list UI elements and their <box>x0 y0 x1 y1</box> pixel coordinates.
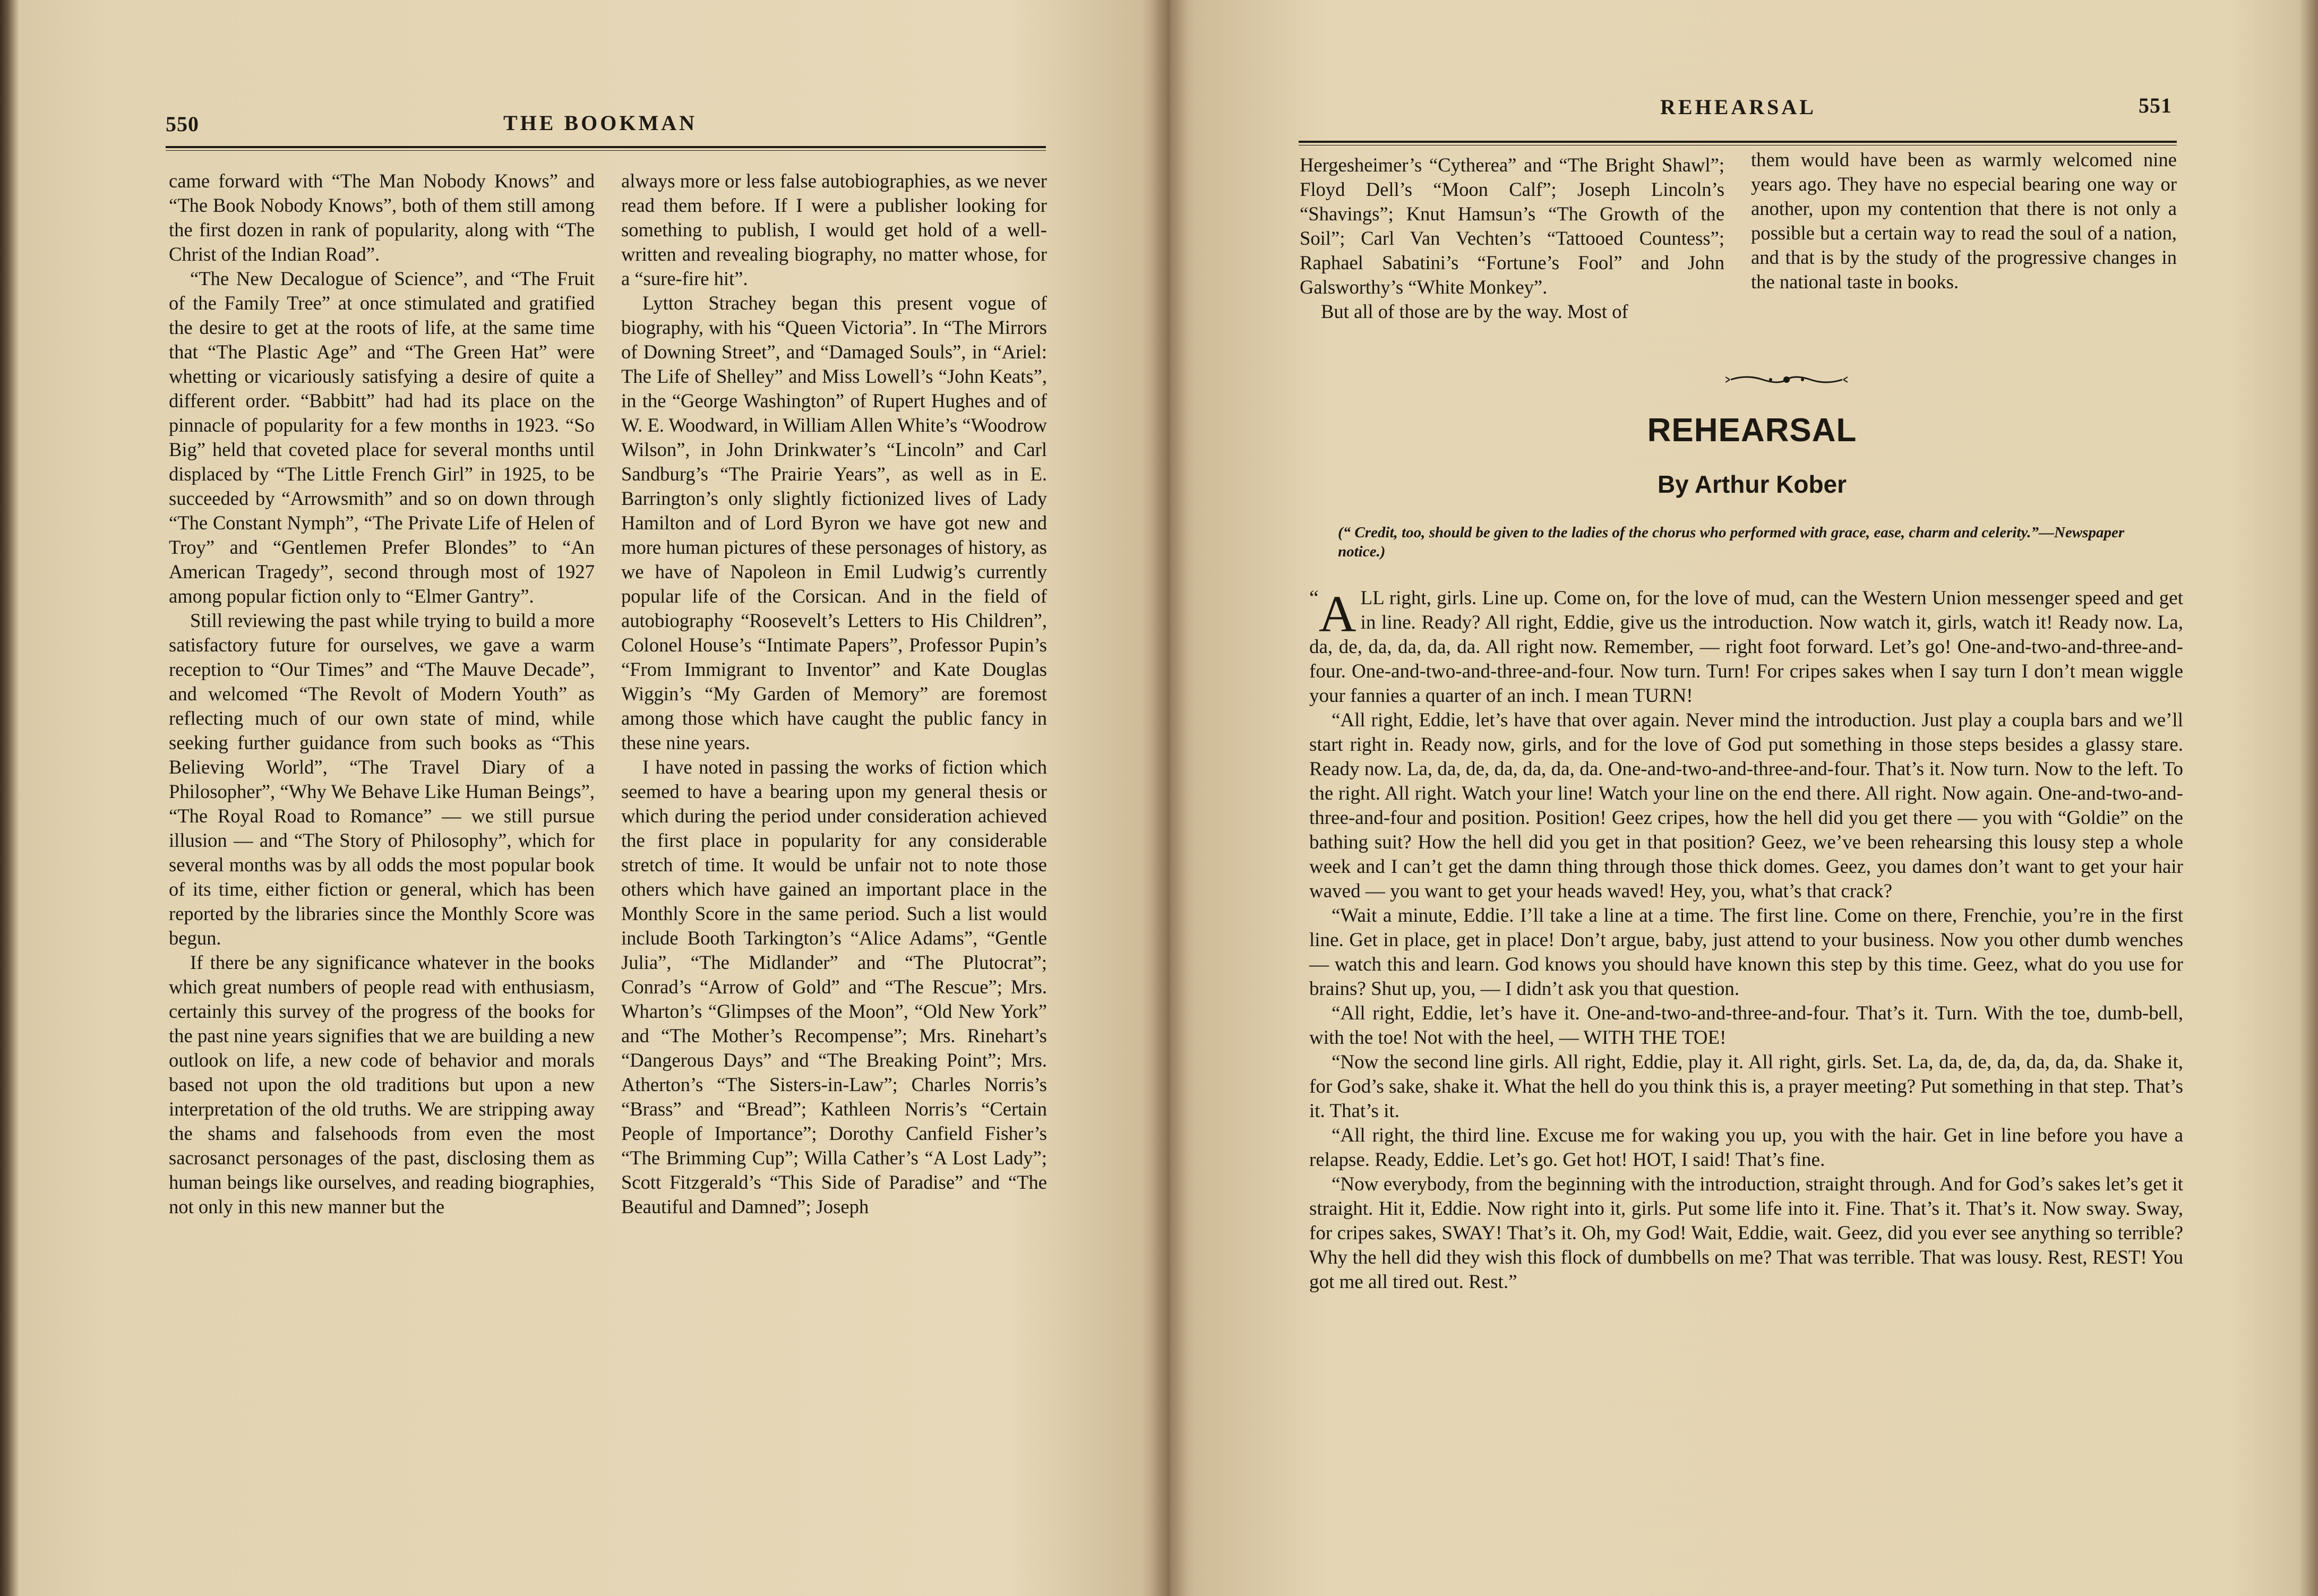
paragraph: Still reviewing the past while trying to build a more satisfactory future for ourselves, we gave a warm reception to “Our Times” and “The Mauve Decade”, and welcomed “The Revolt of Modern Youth” as reflecting much of our own state of mind, while seeking further guidance from such books as “This Believing World”, “The Travel Diary of a Philosopher”, “Why We Behave Like Human Beings”, “The Royal Road to Romance” — we still pursue illusion — and “The Story of Philosophy”, which for several months was by all odds the most popular book of its time, either fiction or general, which has been reported by the libraries since the Monthly Score was begun. <box>169 610 595 949</box>
left-column-1 <box>169 169 595 1219</box>
article-title: REHEARSAL <box>1647 412 1857 449</box>
paragraph: I have noted in passing the works of fiction which seemed to have a bearing upon my general thesis or which during the period under consideration achieved the first place in popularity for any considerable stretch of time. It would be unfair not to note those others which have gained an important place in the Monthly Score in the same period. Such a list would include Booth Tarkington’s “Alice Adams”, “Gentle Julia”, “The Midlander” and “The Plutocrat”; Conrad’s “Arrow of Gold” and “The Rescue”; Mrs. Wharton’s “Glimpses of the Moon”, “Old New York” and “The Mother’s Recompense”; Mrs. Rinehart’s “Dangerous Days” and “The Breaking Point”; Mrs. Atherton’s “The Sisters-in-Law”; Charles Norris’s “Brass” and “Bread”; Kathleen Norris’s “Certain People of Importance”; Dorothy Canfield Fisher’s “The Brimming Cup”; Willa Cather’s “A Lost Lady”; Scott Fitzgerald’s “This Side of Paradise” and “The Beautiful and Damned”; Joseph <box>621 756 1047 1217</box>
first-paragraph <box>1309 586 2183 708</box>
paragraph: Lytton Strachey began this present vogue of biography, with his “Queen Victoria”. In “The Mirrors of Downing Street”, and “Damaged Souls”, in “Ariel: The Life of Shelley” and Miss Lowell’s “John Keats”, in the “George Washington” of Rupert Hughes and of W. E. Woodward, in William Allen White’s “Woodrow Wilson”, in John Drinkwater’s “Lincoln” and Carl Sandburg’s “The Prairie Years”, as well as in E. Barrington’s only slightly fictionized lives of Lady Hamilton and of Lord Byron we have got new and more human pictures of these personages of history, as we have of Napoleon in Emil Ludwig’s currently popular life of the Corsican. And in the field of autobiography “Roosevelt’s Letters to His Children”, Colonel House’s “Intimate Papers”, Professor Pupin’s “From Immigrant to Inventor” and Kate Douglas Wiggin’s “My Garden of Memory” are foremost among those which have caught the public fancy in these nine years. <box>621 292 1047 753</box>
paragraph: “Now the second line girls. All right, Eddie, play it. All right, girls. Set. La, da, de, da, da, da, da. Shake it, for God’s sake, shake it. What the hell do you think this is, a prayer meeting? Put something in that step. That’s it. That’s it. <box>1309 1051 2183 1122</box>
ornament-divider-icon <box>1725 372 1848 388</box>
paragraph: Hergesheimer’s “Cytherea” and “The Bright Shawl”; Floyd Dell’s “Moon Calf”; Joseph Lincoln’s “Shavings”; Knut Hamsun’s “The Growth of the Soil”; Carl Van Vechten’s “Tattooed Countess”; Raphael Sabatini’s “Fortune’s Fool” and John Galsworthy’s “White Monkey”. <box>1300 154 1724 298</box>
paragraph: “The New Decalogue of Science”, and “The Fruit of the Family Tree” at once stimulated and gratified the desire to get at the roots of life, at the same time that “The Plastic Age” and “The Green Hat” were whetting or vicariously satisfying a desire of quite a different order. “Babbitt” had had its place on the pinnacle of popularity for a few months in 1923. “So Big” held that coveted place for several months until displaced by “The Little French Girl” in 1925, to be succeeded by “Arrowsmith” and so on down through “The Constant Nymph”, “The Private Life of Helen of Troy” and “Gentlemen Prefer Blondes” to “An American Tragedy”, second through most of 1927 among popular fiction only to “Elmer Gantry”. <box>169 268 595 607</box>
article-body <box>1309 586 2183 1294</box>
paragraph: “All right, the third line. Excuse me for waking you up, you with the hair. Get in line before you have a relapse. Ready, Eddie. Let’s go. Get hot! HOT, I said! That’s fine. <box>1309 1125 2183 1171</box>
running-head-left: THE BOOKMAN <box>503 111 698 135</box>
paragraph: always more or less false autobiographies, as we never read them before. If I were a publisher looking for something to publish, I would get hold of a well-written and revealing biography, no matter whose, for a “sure-fire hit”. <box>621 170 1047 289</box>
paragraph: “Wait a minute, Eddie. I’ll take a line at a time. The first line. Come on there, Frenchie, you’re in the first line. Get in place, get in place! Don’t argue, baby, just attend to your business. Now you other dumb wenches — watch this and learn. God knows you should have known this step by this time. Geez, what do you use for brains? Shut up, you, — I didn’t ask you that question. <box>1309 905 2183 1000</box>
paragraph: “All right, Eddie, let’s have it. One-and-two-and-three-and-four. That’s it. Turn. With the toe, dumb-bell, with the toe! Not with the heel, — WITH THE TOE! <box>1309 1002 2183 1049</box>
right-column-1 <box>1300 153 1724 324</box>
article-epigraph: (“ Credit, too, should be given to the ladies of the chorus who performed with grace, ease, charm and celerity.”—Newspaper notice.) <box>1338 524 2125 560</box>
paragraph: “All right, Eddie, let’s have that over again. Never mind the introduction. Just play a coupla bars and we’ll start right in. Ready now, girls, and for the love of God put something in those steps besides a glassy stare. Ready now. La, da, de, da, da, da, da. One-and-two-and-three-and-four. That’s it. Now turn. Now to the left. To the right. All right. Watch your line! Watch your line on the end there. All right. Now again. One-and-two-and-three-and-four and position. Position! Geez cripes, how the hell did you get there — you with “Goldie” on the bathing suit? How the hell did you get in that position? Geez, we’ve been rehearsing this lousy step a whole week and I can’t get the damn thing through those thick domes. Geez, you dames don’t want to get your hair waved — you want to get your heads waved! Hey, you, what’s that crack? <box>1309 709 2183 902</box>
left-column-2 <box>621 169 1047 1219</box>
header-rule-left <box>166 146 1046 151</box>
opening-quote: “ <box>1309 586 1319 610</box>
first-paragraph-text: LL right, girls. Line up. Come on, for the love of mud, can the Western Union messenger speed and get in line. Ready? All right, Eddie, give us the introduction. Now watch it, girls, watch it! Ready now. La, da, de, da, da, da, da. All right now. Remember, — right foot forward. Let’s go! One-and-two-and-three-and-four. One-and-two-and-three-and-four. Now turn. Turn! For cripes sakes when I say turn I don’t mean wiggle your fannies a quarter of an inch. I mean TURN! <box>1309 587 2183 707</box>
paragraph: came forward with “The Man Nobody Knows” and “The Book Nobody Knows”, both of them still among the first dozen in rank of popularity, along with “The Christ of the Indian Road”. <box>169 170 595 265</box>
paragraph: “Now everybody, from the beginning with the introduction, straight through. And for God’s sakes let’s get it straight. Hit it, Eddie. Now right into it, girls. Put some life into it. Fine. That’s it. That’s it. Now sway. Sway, for cripes sakes, SWAY! That’s it. Oh, my God! Wait, Eddie, wait. Geez, did you ever see anything so terrible? Why the hell did they wish this flock of dumbbells on me? That was terrible. That was lousy. Rest, REST! You got me all tired out. Rest.” <box>1309 1173 2183 1293</box>
page-number-left: 550 <box>166 112 199 136</box>
drop-cap: A <box>1318 586 1357 643</box>
paragraph: But all of those are by the way. Most of <box>1321 301 1628 322</box>
article-byline: By Arthur Kober <box>1657 470 1847 498</box>
right-column-2 <box>1751 148 2177 294</box>
page-number-right: 551 <box>2139 93 2172 117</box>
paragraph: If there be any significance whatever in the books which great numbers of people read with enthusiasm, certainly this survey of the progress of the books for the past nine years signifies that we are building a new outlook on life, a new code of behavior and morals based not upon the old traditions but upon a new interpretation of the old truths. We are stripping away the shams and falsehoods from even the most sacrosanct personages of the past, disclosing them as human beings like ourselves, and reading biographies, not only in this new manner but the <box>169 951 595 1217</box>
paragraph: them would have been as warmly welcomed nine years ago. They have no especial bearing one way or another, upon my contention that there is not only a possible but a certain way to read the soul of a nation, and that is by the study of the progressive changes in the national taste in books. <box>1751 149 2177 293</box>
header-rule-right <box>1299 141 2177 145</box>
running-head-right: REHEARSAL <box>1660 95 1816 119</box>
